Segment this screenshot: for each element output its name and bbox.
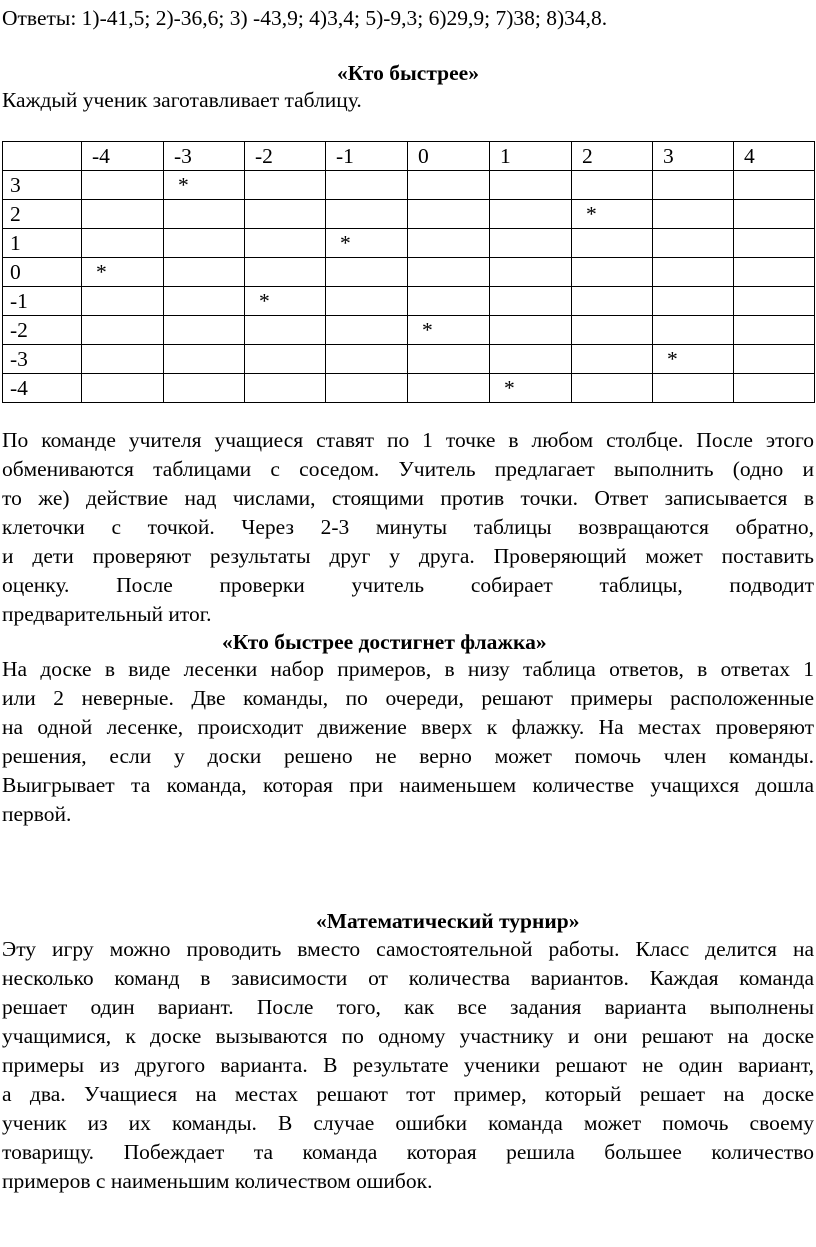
grid-cell <box>245 258 326 287</box>
text-line: обмениваются таблицами с соседом. Учитель предлагает выполнить (одно и <box>2 457 814 481</box>
section1-paragraph <box>2 426 814 629</box>
text-line: на одной лесенке, происходит движение вверх к флажку. На местах проверяют <box>2 715 814 739</box>
grid-cell <box>245 316 326 345</box>
row-label-cell: -3 <box>3 345 82 374</box>
row-label-cell: 2 <box>3 200 82 229</box>
number-grid-table <box>2 141 815 403</box>
text-line: Выигрывает та команда, которая при наименьшем количестве учащихся дошла <box>2 773 814 797</box>
text-line: По команде учителя учащиеся ставят по 1 точке в любом столбце. После этого <box>2 428 814 452</box>
grid-cell <box>245 229 326 258</box>
grid-cell <box>408 171 490 200</box>
grid-cell <box>653 171 734 200</box>
text-line: товарищу. Побеждает та команда которая решила большее количество <box>2 1140 814 1164</box>
grid-cell <box>164 229 245 258</box>
grid-cell: * <box>82 258 164 287</box>
text-line: клеточки с точкой. Через 2-3 минуты таблицы возвращаются обратно, <box>2 515 814 539</box>
grid-cell <box>326 316 408 345</box>
row-label-cell: -4 <box>3 374 82 403</box>
grid-cell <box>326 171 408 200</box>
row-label-cell: -1 <box>3 287 82 316</box>
grid-cell <box>408 345 490 374</box>
section2-paragraph <box>2 655 814 829</box>
grid-cell: * <box>408 316 490 345</box>
text-line: несколько команд в зависимости от количества вариантов. Каждая команда <box>2 966 814 990</box>
row-label-cell: 0 <box>3 258 82 287</box>
grid-cell <box>408 200 490 229</box>
grid-cell <box>82 374 164 403</box>
table-row <box>3 345 815 374</box>
grid-cell <box>734 200 815 229</box>
text-line: предварительный итог. <box>2 602 212 626</box>
grid-cell <box>490 200 572 229</box>
grid-cell: * <box>245 287 326 316</box>
text-line: учащимися, к доске вызываются по одному участнику и они решают на доске <box>2 1024 814 1048</box>
grid-cell <box>653 200 734 229</box>
grid-cell <box>326 374 408 403</box>
grid-cell <box>653 258 734 287</box>
section1-title: «Кто быстрее» <box>337 61 479 85</box>
grid-cell <box>245 171 326 200</box>
grid-cell: * <box>326 229 408 258</box>
table-row <box>3 374 815 403</box>
grid-cell <box>653 287 734 316</box>
grid-cell <box>653 374 734 403</box>
grid-cell <box>164 374 245 403</box>
answers-line: Ответы: 1)-41,5; 2)-36,6; 3) -43,9; 4)3,4; 5)-9,3; 6)29,9; 7)38; 8)34,8. <box>2 6 608 30</box>
grid-cell <box>82 316 164 345</box>
grid-cell <box>490 287 572 316</box>
grid-cell <box>164 345 245 374</box>
grid-cell <box>734 374 815 403</box>
header-cell: -3 <box>164 142 245 171</box>
header-cell: 0 <box>408 142 490 171</box>
grid-cell <box>82 287 164 316</box>
text-line: решает один вариант. После того, как все задания варианта выполнены <box>2 995 814 1019</box>
grid-cell: * <box>572 200 653 229</box>
table-row <box>3 200 815 229</box>
grid-cell: * <box>653 345 734 374</box>
grid-cell <box>164 200 245 229</box>
grid-cell <box>490 229 572 258</box>
section2-title: «Кто быстрее достигнет флажка» <box>222 630 547 654</box>
text-line: ученик из их команды. В случае ошибки команда может помочь своему <box>2 1111 814 1135</box>
table-row <box>3 229 815 258</box>
header-cell: 1 <box>490 142 572 171</box>
text-line: то же) действие над числами, стоящими против точки. Ответ записывается в <box>2 486 814 510</box>
text-line: или 2 неверные. Две команды, по очереди, решают примеры расположенные <box>2 686 814 710</box>
grid-cell <box>245 374 326 403</box>
grid-cell <box>326 258 408 287</box>
grid-cell <box>734 316 815 345</box>
header-cell: -2 <box>245 142 326 171</box>
grid-cell <box>572 229 653 258</box>
grid-cell: * <box>490 374 572 403</box>
grid-cell: * <box>164 171 245 200</box>
table-row <box>3 316 815 345</box>
grid-cell <box>82 229 164 258</box>
grid-cell <box>572 258 653 287</box>
section3-paragraph <box>2 935 814 1196</box>
table-row <box>3 287 815 316</box>
grid-cell <box>653 229 734 258</box>
table-header-row <box>3 142 815 171</box>
section3-title: «Математический турнир» <box>316 909 580 933</box>
grid-cell <box>408 287 490 316</box>
text-line: оценку. После проверки учитель собирает таблицы, подводит <box>2 573 814 597</box>
grid-cell <box>572 287 653 316</box>
text-line: а два. Учащиеся на местах решают тот пример, который решает на доске <box>2 1082 814 1106</box>
text-line: и дети проверяют результаты друг у друга. Проверяющий может поставить <box>2 544 814 568</box>
grid-cell <box>245 345 326 374</box>
text-line: примеры из другого варианта. В результате ученики решают не один вариант, <box>2 1053 814 1077</box>
header-cell: -1 <box>326 142 408 171</box>
row-label-cell: 3 <box>3 171 82 200</box>
grid-cell <box>572 171 653 200</box>
text-line: решения, если у доски решено не верно может помочь член команды. <box>2 744 814 768</box>
grid-cell <box>326 200 408 229</box>
grid-cell <box>572 345 653 374</box>
grid-cell <box>326 345 408 374</box>
grid-cell <box>82 200 164 229</box>
grid-cell <box>408 229 490 258</box>
table-row <box>3 258 815 287</box>
grid-cell <box>408 374 490 403</box>
grid-cell <box>490 171 572 200</box>
grid-cell <box>164 287 245 316</box>
text-line: примеров с наименьшим количеством ошибок. <box>2 1169 433 1193</box>
text-line: Эту игру можно проводить вместо самостоятельной работы. Класс делится на <box>2 937 814 961</box>
header-cell <box>3 142 82 171</box>
grid-cell <box>572 374 653 403</box>
grid-cell <box>572 316 653 345</box>
grid-cell <box>490 316 572 345</box>
text-line: первой. <box>2 802 72 826</box>
header-cell: 3 <box>653 142 734 171</box>
text-line: На доске в виде лесенки набор примеров, в низу таблица ответов, в ответах 1 <box>2 657 814 681</box>
grid-cell <box>734 345 815 374</box>
grid-cell <box>408 258 490 287</box>
header-cell: 2 <box>572 142 653 171</box>
grid-cell <box>734 229 815 258</box>
grid-cell <box>490 345 572 374</box>
row-label-cell: -2 <box>3 316 82 345</box>
grid-cell <box>326 287 408 316</box>
section1-intro: Каждый ученик заготавливает таблицу. <box>2 88 362 112</box>
grid-cell <box>164 316 245 345</box>
table-row <box>3 171 815 200</box>
row-label-cell: 1 <box>3 229 82 258</box>
grid-cell <box>82 345 164 374</box>
grid-cell <box>82 171 164 200</box>
grid-cell <box>653 316 734 345</box>
header-cell: 4 <box>734 142 815 171</box>
grid-cell <box>490 258 572 287</box>
grid-cell <box>734 287 815 316</box>
grid-cell <box>245 200 326 229</box>
grid-cell <box>164 258 245 287</box>
grid-cell <box>734 258 815 287</box>
grid-cell <box>734 171 815 200</box>
header-cell: -4 <box>82 142 164 171</box>
